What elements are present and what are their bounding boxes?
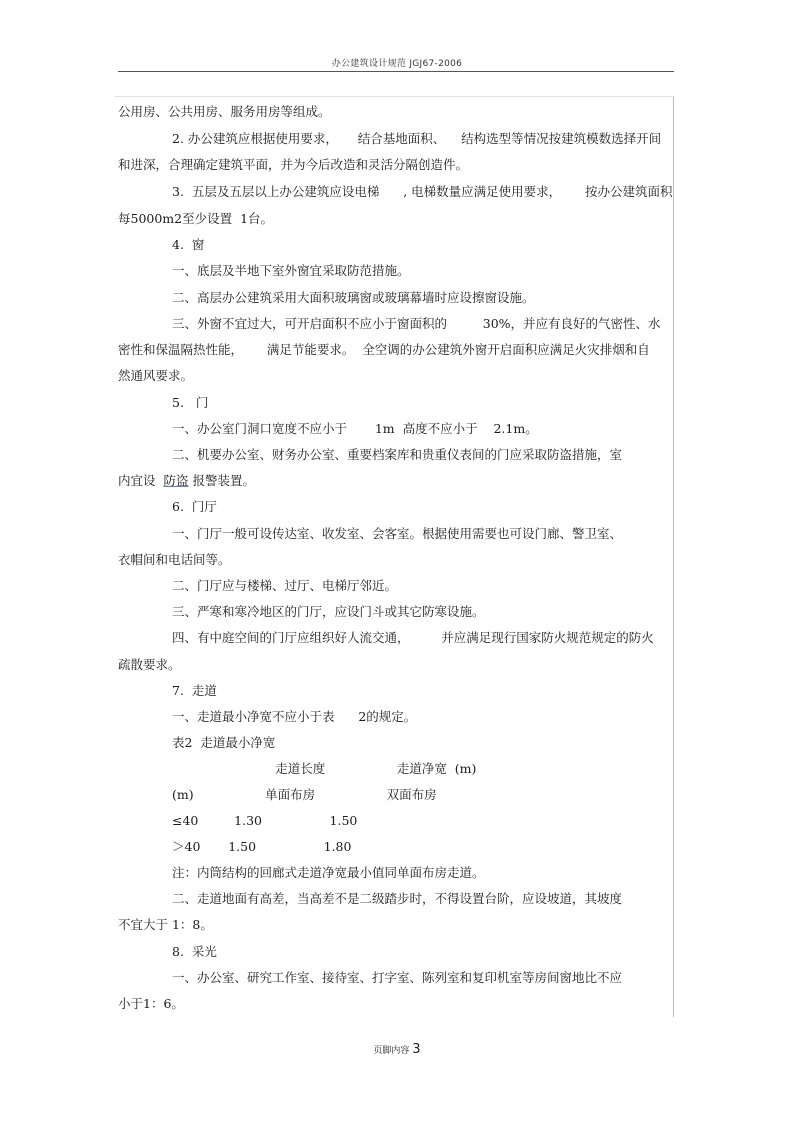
list-item: 三、外窗不宜过大，可开启面积不应小于窗面积的 30%，并应有良好的气密性、水 <box>172 316 661 331</box>
header-divider <box>118 71 674 72</box>
paragraph-line: 密性和保温隔热性能， 满足节能要求。 全空调的办公建筑外窗开启面积应满足火灾排烟和自 <box>118 342 650 357</box>
paragraph-line: 每5000m2至少设置 1台。 <box>118 211 274 226</box>
table-caption: 表2 走道最小净宽 <box>172 735 276 750</box>
paragraph-line: 和进深，合理确定建筑平面，并为今后改造和灵活分隔创造件。 <box>118 157 469 172</box>
paragraph-line: 疏散要求。 <box>118 657 181 672</box>
paragraph-line: 衣帽间和电话间等。 <box>118 552 231 567</box>
paragraph-line <box>118 473 255 489</box>
door-line-before: 内宜设 <box>118 473 164 488</box>
section-heading-corridor: 7. 走道 <box>172 683 217 698</box>
list-item: 一、门厅一般可设传达室、收发室、会客室。根据使用需要也可设门廊、警卫室、 <box>172 526 623 541</box>
underlined-term: 防盗 <box>163 473 189 488</box>
section-heading-door: 5. 门 <box>172 395 209 410</box>
list-item: 二、门厅应与楼梯、过厅、电梯厅邻近。 <box>172 578 398 593</box>
section-heading-lobby: 6. 门厅 <box>172 499 217 514</box>
page-footer <box>0 1042 794 1057</box>
paragraph-line: 小于1：6。 <box>118 996 184 1011</box>
list-item: 一、走道最小净宽不应小于表 2的规定。 <box>172 709 417 724</box>
table-row: ＞40 1.50 1.80 <box>172 839 352 854</box>
section-heading-window: 4. 窗 <box>172 237 205 252</box>
list-item: 一、办公室、研究工作室、接待室、打字室、陈列室和复印机室等房间窗地比不应 <box>172 970 623 985</box>
table-header-row: 走道长度 走道净宽 (m) <box>172 761 477 776</box>
table-header-row: (m) 单面布房 双面布房 <box>172 787 437 802</box>
list-item: 二、高层办公建筑采用大面积玻璃窗或玻璃幕墙时应设擦窗设施。 <box>172 290 535 305</box>
list-item: 二、机要办公室、财务办公室、重要档案库和贵重仪表间的门应采取防盗措施，室 <box>172 447 623 462</box>
table-note: 注：内筒结构的回廊式走道净宽最小值同单面布房走道。 <box>172 865 485 880</box>
section-3-text: 3. 五层及五层以上办公建筑应设电梯 , 电梯数量应满足使用要求， 按办公建筑面积 <box>172 184 673 199</box>
table-row: ≤40 1.30 1.50 <box>172 813 358 828</box>
footer-label: 页脚内容 <box>373 1046 413 1056</box>
list-item: 二、走道地面有高差，当高差不是二级踏步时，不得设置台阶，应设坡道，其坡度 <box>172 891 623 906</box>
list-item: 一、底层及半地下室外窗宜采取防范措施。 <box>172 263 410 278</box>
section-heading-lighting: 8. 采光 <box>172 944 217 959</box>
door-line-after: 报警装置。 <box>188 473 255 488</box>
page-number: 3 <box>412 1042 421 1057</box>
page-header: 办公建筑设计规范 JGJ67-2006 <box>331 59 463 69</box>
list-item: 四、有中庭空间的门厅应组织好人流交通， 并应满足现行国家防火规范规定的防火 <box>172 630 654 645</box>
paragraph-line: 然通风要求。 <box>118 368 194 383</box>
paragraph-line: 不宜大于 1：8。 <box>118 917 213 932</box>
section-2-text: 2. 办公建筑应根据使用要求， 结合基地面积、 结构选型等情况按建筑模数选择开间 <box>172 131 662 146</box>
paragraph-line: 公用房、公共用房、服务用房等组成。 <box>118 104 331 119</box>
list-item: 三、严寒和寒冷地区的门厅，应设门斗或其它防寒设施。 <box>172 604 485 619</box>
list-item: 一、办公室门洞口宽度不应小于 1m 高度不应小于 2.1m。 <box>172 421 538 436</box>
